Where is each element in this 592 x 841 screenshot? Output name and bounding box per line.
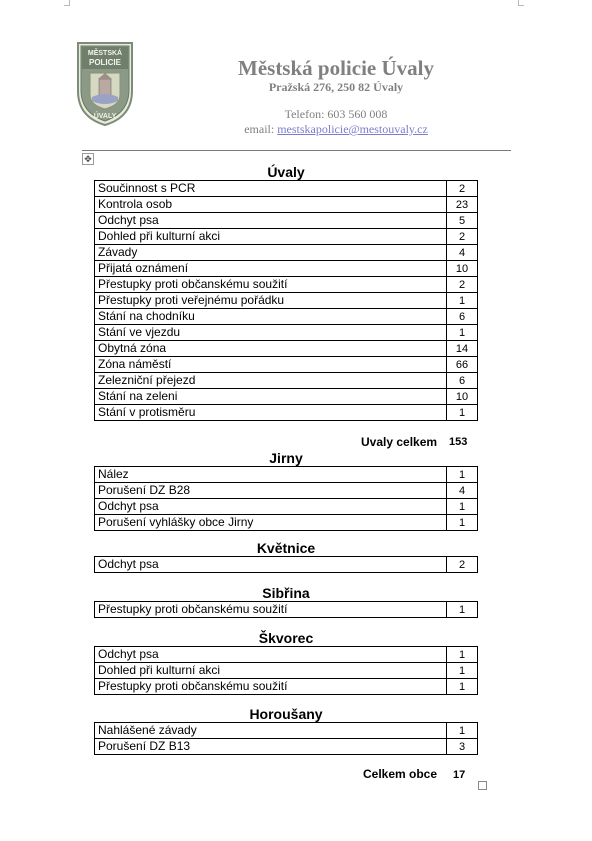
table-row — [95, 663, 478, 679]
row-label: Přijatá oznámení — [95, 261, 447, 277]
table-row — [95, 357, 478, 373]
row-label: Stání ve vjezdu — [95, 325, 447, 341]
uvaly-total-value: 153 — [449, 436, 468, 448]
table-row — [95, 723, 478, 739]
section-title-horousany: Horoušany — [249, 706, 323, 722]
row-value: 10 — [447, 389, 478, 405]
table-row — [95, 499, 478, 515]
table-row — [95, 277, 478, 293]
email-link[interactable]: mestskapolicie@mestouvaly.cz — [277, 122, 428, 136]
logo-text-bottom: ÚVALY — [93, 113, 117, 120]
section-title-jirny: Jirny — [269, 450, 303, 466]
row-value: 4 — [447, 483, 478, 499]
table-row — [95, 373, 478, 389]
table-sibrina — [94, 601, 478, 618]
table-row — [95, 261, 478, 277]
row-label: Porušení DZ B13 — [95, 739, 447, 755]
table-row — [95, 389, 478, 405]
row-value: 1 — [447, 405, 478, 421]
row-label: Porušení DZ B28 — [95, 483, 447, 499]
row-value: 1 — [447, 723, 478, 739]
end-of-cell-mark — [478, 781, 487, 790]
row-value: 23 — [447, 197, 478, 213]
table-horousany — [94, 722, 478, 755]
logo-text-middle: POLICIE — [88, 58, 122, 67]
page-corner-mark — [64, 0, 70, 6]
row-label: Odchyt psa — [95, 213, 447, 229]
table-row — [95, 647, 478, 663]
row-label: Součinnost s PCR — [95, 181, 447, 197]
row-label: Přestupky proti občanskému soužití — [95, 602, 447, 618]
row-label: Přestupky proti veřejnému pořádku — [95, 293, 447, 309]
table-row — [95, 483, 478, 499]
row-label: Zelezniční přejezd — [95, 373, 447, 389]
table-row — [95, 341, 478, 357]
row-label: Přestupky proti občanskému soužití — [95, 277, 447, 293]
row-value: 66 — [447, 357, 478, 373]
row-label: Stání na chodníku — [95, 309, 447, 325]
table-row — [95, 229, 478, 245]
row-value: 4 — [447, 245, 478, 261]
row-label: Závady — [95, 245, 447, 261]
table-row — [95, 181, 478, 197]
row-label: Kontrola osob — [95, 197, 447, 213]
table-row — [95, 405, 478, 421]
row-value: 1 — [447, 499, 478, 515]
table-row — [95, 197, 478, 213]
row-label: Porušení vyhlášky obce Jirny — [95, 515, 447, 531]
row-value: 1 — [447, 325, 478, 341]
row-label: Nahlášené závady — [95, 723, 447, 739]
table-row — [95, 325, 478, 341]
row-value: 10 — [447, 261, 478, 277]
row-label: Odchyt psa — [95, 499, 447, 515]
row-label: Obytná zóna — [95, 341, 447, 357]
table-kvetnice — [94, 556, 478, 573]
letterhead-address: Pražská 276, 250 82 Úvaly — [268, 80, 404, 94]
city-police-emblem-logo — [72, 39, 138, 127]
table-row — [95, 739, 478, 755]
row-value: 1 — [447, 515, 478, 531]
row-label: Dohled při kulturní akci — [95, 229, 447, 245]
grand-total-value: 17 — [453, 769, 466, 781]
row-label: Zóna náměstí — [95, 357, 447, 373]
table-skvorec — [94, 646, 478, 695]
table-row — [95, 557, 478, 573]
row-value: 2 — [447, 181, 478, 197]
letterhead-email-line — [200, 122, 472, 137]
grand-total-label: Celkem obce — [363, 767, 438, 781]
row-label: Stání v protisměru — [95, 405, 447, 421]
table-row — [95, 515, 478, 531]
logo-text-top: MĚSTSKÁ — [87, 50, 123, 57]
letterhead-divider — [82, 150, 511, 151]
section-title-sibrina: Sibřina — [262, 585, 310, 601]
row-label: Odchyt psa — [95, 557, 447, 573]
row-value: 6 — [447, 309, 478, 325]
table-row — [95, 467, 478, 483]
uvaly-total-label: Uvaly celkem — [361, 435, 438, 449]
table-jirny — [94, 466, 478, 531]
row-value: 5 — [447, 213, 478, 229]
table-row — [95, 309, 478, 325]
section-title-uvaly: Úvaly — [267, 164, 305, 180]
row-value: 3 — [447, 739, 478, 755]
row-value: 1 — [447, 647, 478, 663]
section-title-kvetnice: Květnice — [256, 540, 316, 556]
row-value: 1 — [447, 293, 478, 309]
section-title-skvorec: Škvorec — [258, 630, 314, 646]
row-label: Přestupky proti občanskému soužití — [95, 679, 447, 695]
row-value: 1 — [447, 602, 478, 618]
row-value: 2 — [447, 229, 478, 245]
email-label: email: — [244, 122, 275, 136]
row-value: 2 — [447, 277, 478, 293]
row-value: 14 — [447, 341, 478, 357]
table-move-handle-icon[interactable]: ✥ — [82, 153, 94, 165]
table-row — [95, 679, 478, 695]
table-row — [95, 245, 478, 261]
row-value: 2 — [447, 557, 478, 573]
table-row — [95, 602, 478, 618]
row-value: 6 — [447, 373, 478, 389]
table-row — [95, 293, 478, 309]
row-label: Stání na zeleni — [95, 389, 447, 405]
row-value: 1 — [447, 467, 478, 483]
table-row — [95, 213, 478, 229]
row-label: Nález — [95, 467, 447, 483]
row-value: 1 — [447, 679, 478, 695]
page-corner-mark — [518, 0, 524, 6]
row-label: Odchyt psa — [95, 647, 447, 663]
letterhead-title: Městská policie Úvaly — [238, 56, 434, 80]
row-label: Dohled při kulturní akci — [95, 663, 447, 679]
table-uvaly — [94, 180, 478, 421]
letterhead-phone: Telefon: 603 560 008 — [284, 107, 388, 121]
row-value: 1 — [447, 663, 478, 679]
